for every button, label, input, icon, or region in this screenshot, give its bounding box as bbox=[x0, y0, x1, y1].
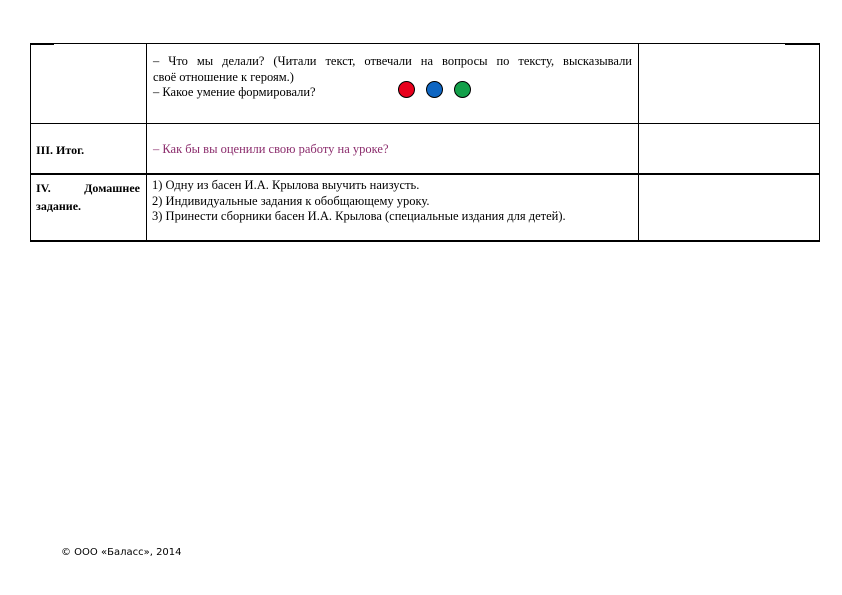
discussion-line: своё отношение к героям.) bbox=[153, 69, 294, 84]
discussion-text bbox=[153, 54, 632, 101]
blue-circle bbox=[426, 81, 443, 98]
stage-cell bbox=[30, 123, 146, 174]
list-item: 1) Одну из басен И.А. Крылова выучить наизусть. bbox=[152, 178, 420, 192]
stage-label bbox=[36, 179, 140, 215]
table-row bbox=[30, 174, 820, 242]
content-cell bbox=[146, 123, 638, 174]
stage-label: III. Итог. bbox=[36, 143, 85, 157]
table-row bbox=[30, 43, 820, 123]
stage-cell bbox=[30, 174, 146, 242]
homework-list bbox=[152, 178, 632, 225]
content-cell bbox=[146, 174, 638, 242]
discussion-line: – Что мы делали? (Читали текст, отвечали на вопросы по тексту, высказывали bbox=[153, 54, 632, 68]
notes-cell bbox=[638, 174, 820, 242]
content-cell bbox=[146, 43, 638, 123]
discussion-line: – Какое умение формировали? bbox=[153, 85, 316, 99]
notes-cell bbox=[638, 43, 820, 123]
stage-number: IV. bbox=[36, 181, 51, 195]
table-row bbox=[30, 123, 820, 174]
notes-cell bbox=[638, 123, 820, 174]
list-item: 3) Принести сборники басен И.А. Крылова (специальные издания для детей). bbox=[152, 209, 566, 223]
red-circle bbox=[398, 81, 415, 98]
stage-title: Домашнее bbox=[84, 181, 140, 195]
lesson-table bbox=[30, 43, 820, 242]
stage-title-continued: задание. bbox=[36, 199, 82, 213]
list-item: 2) Индивидуальные задания к обобщающему уроку. bbox=[152, 193, 430, 208]
reflection-question: – Как бы вы оценили свою работу на уроке? bbox=[153, 142, 389, 156]
green-circle bbox=[454, 81, 471, 98]
stage-cell bbox=[30, 43, 146, 123]
copyright-footer: © ООО «Баласс», 2014 bbox=[61, 547, 182, 558]
